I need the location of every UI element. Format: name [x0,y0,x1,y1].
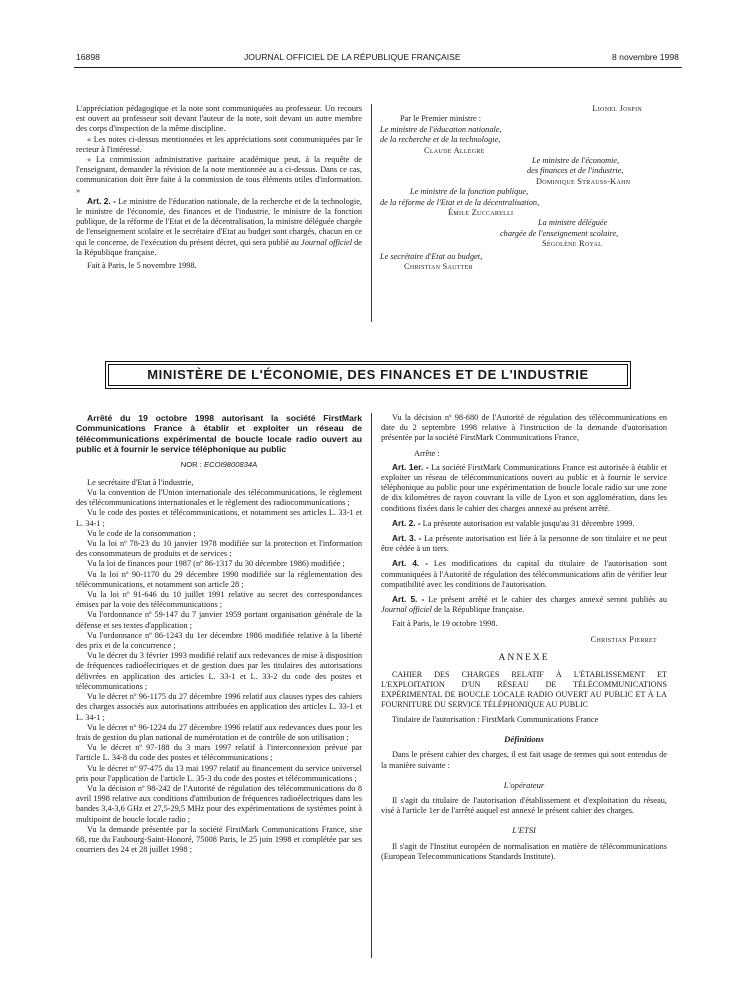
header-rule [74,67,682,68]
nor-code: ECOI9800834A [204,459,258,469]
paragraph: Dans le présent cahier des charges, il est fait usage de termes qui sont entendus de la manière suivante : [381,750,667,770]
article: Art. 5. - Le présent arrêté et le cahier des charges annexé seront publiés au Journal officiel de la République française. [381,594,667,615]
lower-right-column [381,413,667,862]
vu-item: Vu la convention de l'Union internationale des télécommunications, le règlement des télécommunications internationales et le règlement des radiocommunications ; [76,488,362,508]
signer-name: Christian Pierret [590,634,657,644]
vu-item: Vu l'ordonnance nº 59-147 du 7 janvier 1959 portant organisation générale de la défense et ses textes d'application ; [76,610,362,630]
vu-item: Vu le décret nº 96-1175 du 27 décembre 1996 relatif aux clauses types des cahiers des charges associés aux autorisations attribuées en application des articles L. 33-1 et L. 34-1 ; [76,692,362,722]
signature-date: Fait à Paris, le 5 novembre 1998. [87,261,197,271]
section-heading: L'ETSI [512,825,536,836]
vu-item: Vu la demande présentée par la société FirstMark Communications France, sise 68, rue du Faubourg-Saint-Honoré, 75008 Paris, le 25 juin 1998 et complétée par ses courriers des 24 et 28 juillet 1998 ; [76,824,362,855]
decree-title: Arrêté du 19 octobre 1998 autorisant la société FirstMark Communications France à établir et exploiter un réseau de télécommunications expérimental de boucle locale radio ouvert au public et à fournir le service téléphonique au public [76,413,362,455]
vu-item: Vu la décision nº 98-242 de l'Autorité de régulation des télécommunications du 8 avril 1998 relative aux conditions d'attribution de fréquences radioélectriques dans les bandes 3,4-3,6 GHz et 27,5-29,5 MHz pour des expérimentations de systèmes point à multipoint de boucle locale radio ; [76,783,362,824]
column-divider [371,104,372,322]
vu-item: Vu le décret nº 96-1224 du 27 décembre 1996 relatif aux redevances dues pour les frais de gestion du plan national de numérotation et de contrôle de son utilisation ; [76,722,362,742]
ministry-banner: MINISTÈRE DE L'ÉCONOMIE, DES FINANCES ET DE L'INDUSTRIE [108,364,628,386]
nor-reference: NOR : ECOI9800834A [180,459,258,469]
paragraph: Il s'agit de l'Institut européen de normalisation en matière de télécommunications (European Telecommunications Standards Institute). [381,841,667,861]
section-heading: L'opérateur [503,779,545,790]
paragraph: Le secrétaire d'Etat à l'industrie, [87,477,194,487]
paragraph: Il s'agit du titulaire de l'autorisation d'établissement et d'exploitation du réseau, visé à l'article 1er de l'arrêté auquel est annexé le présent cahier des charges. [381,796,667,816]
par-le-premier-ministre: Par le Premier ministre : [400,114,482,124]
signature-date: Fait à Paris, le 19 octobre 1998. [392,619,498,629]
issue-date: 8 novembre 1998 [612,52,679,62]
minister-name: Christian Sautter [404,262,473,272]
paragraph: « La commission administrative paritaire académique peut, à la requête de l'enseignant, demander la révision de la note mentionnée au a ci-dessus. Dans ce cas, communication doit être faite à la commission de tous éléments utiles d'information. » [76,155,362,195]
vu-item: Vu le décret nº 97-188 du 3 mars 1997 relatif à l'interconnexion prévue par l'article L. 34-8 du code des postes et télécommunications ; [76,743,362,763]
article-label: Art. 2. - [87,195,116,206]
vu-item: Vu la loi nº 90-1170 du 29 décembre 1990 modifiée sur la réglementation des télécommunications, et notamment son article 28 ; [76,569,362,589]
vu-item: Vu le code de la consommation ; [87,528,196,538]
paragraph: « Les notes ci-dessus mentionnées et les appréciations sont communiquées par le recteur à l'intéressé. [76,134,362,154]
minister-name: Émile Zuccarelli [448,208,514,218]
article: Art. 4. - Les modifications du capital du titulaire de l'autorisation sont communiquées à l'Autorité de régulation des télécommunications afin de vérifier leur compatibilité avec les conditions de l'autorisation. [381,558,668,589]
vu-item: Vu la loi de finances pour 1987 (nº 86-1317 du 30 décembre 1986) modifiée ; [87,559,345,569]
minister-name: Dominique Strauss-Kahn [536,176,631,186]
paragraph: Vu la décision nº 98-680 de l'Autorité de régulation des télécommunications en date du 2 septembre 1998 relative à l'instruction de la demande d'autorisation présentée par la société FirstMark Communications France, [381,413,667,443]
vu-item: Vu la loi nº 91-646 du 10 juillet 1991 relative au secret des correspondances émises par la voie des télécommunications ; [76,590,362,610]
titulaire: Titulaire de l'autorisation : FirstMark Communications France [392,715,599,725]
signer-name: Lionel Jospin [592,104,642,113]
journal-title: JOURNAL OFFICIEL DE LA RÉPUBLIQUE FRANÇAISE [244,52,461,62]
signature-block: Lionel Jospin Par le Premier ministre : Le ministre de l'éducation nationale, de la recherche et de la technologie, Claude Allègre Le ministre de l'économie, des finances et de l'industrie, Dominique Strauss-Kahn Le ministre de la fonction publique, de la réforme de l'Etat et de la décentralisation, Émile Zuccarelli La ministre déléguée chargée de l'enseignement scolaire, Ségolène Royal Le secrétaire d'Etat au budget, Christian Sautter [380,104,642,272]
article: Art. 2. - La présente autorisation est valable jusqu'au 31 décembre 1999. [392,517,635,528]
cahier-title: CAHIER DES CHARGES RELATIF À L'ÉTABLISSEMENT ET L'EXPLOITATION D'UN RÉSEAU DE TÉLÉCOMMUNICATIONS EXPÉRIMENTAL DE BOUCLE LOCALE RADIO OUVERT AU PUBLIC ET À LA FOURNITURE DU SERVICE TÉLÉPHONIQUE AU PUBLIC [381,670,667,710]
article: Art. 1er. - La société FirstMark Communications France est autorisée à établir et exploiter un réseau de télécommunications ouvert au public et à fournir le service téléphonique au public pour une expérimentation de boucle locale radio sur une zone de dix kilomètres de rayon couvrant la ville de Lyon et son agglomération, dans les conditions fixées dans le cahier des charges annexé au présent arrêté. [381,461,668,513]
column-divider [371,413,372,958]
annexe-heading: ANNEXE [498,652,550,663]
paragraph: L'appréciation pédagogique et la note sont communiquées au professeur. Un recours est ouvert au professeur soit devant l'auteur de la note, soit devant un autre membre des corps d'inspection de la même discipline. [76,104,362,134]
arrete: Arrête : [414,448,440,458]
section-heading: Définitions [504,734,544,745]
top-left-column [76,104,362,271]
article: Art. 3. - La présente autorisation est liée à la personne de son titulaire et ne peut être cédée à un tiers. [381,533,667,554]
article-2: Art. 2. - Le ministre de l'éducation nationale, de la recherche et de la technologie, le ministre de l'économie, des finances et de l'industrie, le ministre de la fonction publique, de la réforme de l'Etat et de la décentralisation, la ministre déléguée chargée de l'enseignement scolaire et le secrétaire d'Etat au budget sont chargés, chacun en ce qui le concerne, de l'exécution du présent décret, qui sera publié au Journal officiel de la République française. [76,195,362,257]
minister-name: Ségolène Royal [542,239,603,249]
page-number: 16898 [76,52,100,62]
minister-name: Claude Allègre [424,145,485,155]
vu-item: Vu le décret nº 97-475 du 13 mai 1997 relatif au financement du service universel pris pour l'application de l'article L. 35-3 du code des postes et télécommunications ; [76,763,362,783]
lower-left-column [76,413,362,855]
vu-item: Vu le décret du 3 février 1993 modifié relatif aux redevances de mise à disposition de fréquences radioélectriques et de gestion dues par les titulaires des autorisations délivrées en application des articles L. 33-1 et L. 33-2 du code des postes et télécommunications ; [76,651,362,691]
vu-item: Vu le code des postes et télécommunications, et notamment ses articles L. 33-1 et L. 34-1 ; [76,508,362,528]
vu-item: Vu l'ordonnance nº 86-1243 du 1er décembre 1986 modifiée relative à la liberté des prix et de la concurrence ; [76,630,362,651]
vu-item: Vu la loi nº 78-23 du 10 janvier 1978 modifiée sur la protection et l'information des consommateurs de produits et de services ; [76,539,362,559]
